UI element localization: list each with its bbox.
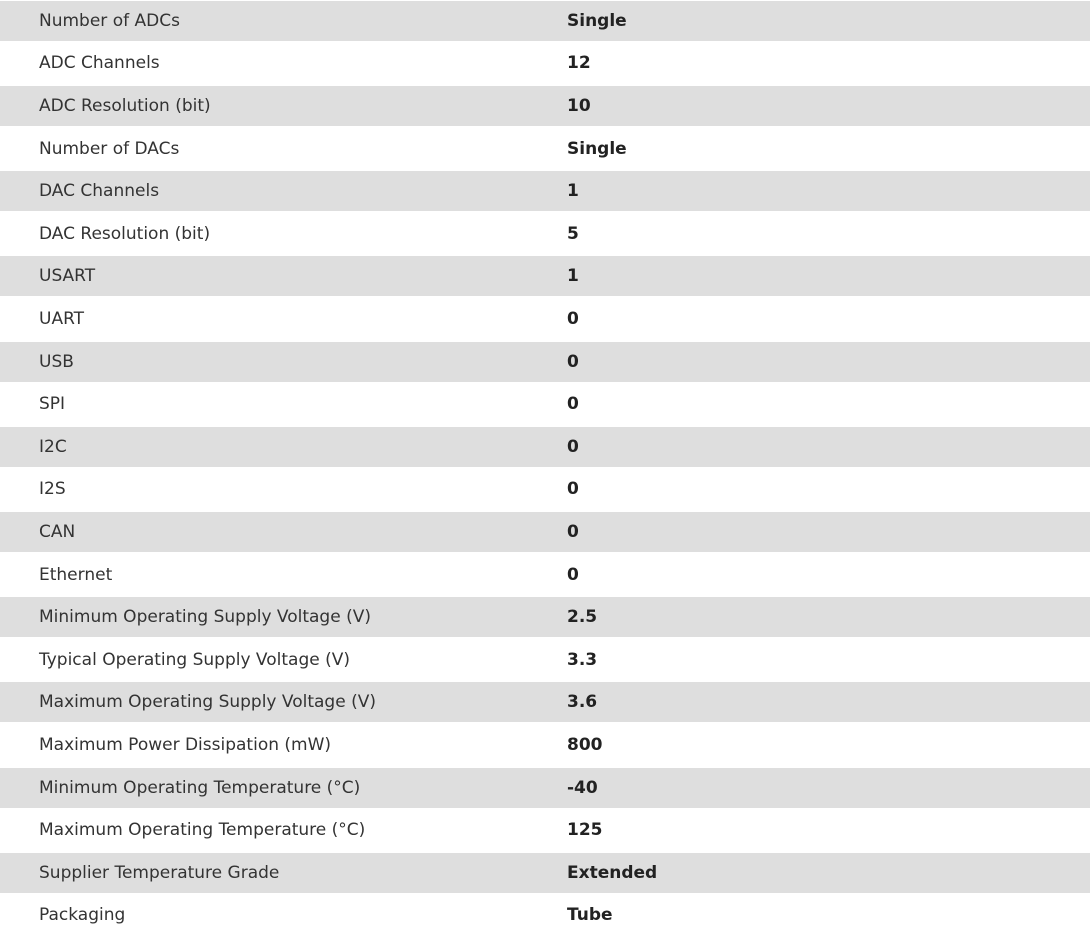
spec-row <box>0 1 1090 41</box>
spec-row <box>0 555 1090 595</box>
spec-label: Minimum Operating Supply Voltage (V) <box>39 607 371 627</box>
spec-row <box>0 512 1090 552</box>
spec-value: 0 <box>567 394 579 414</box>
spec-row <box>0 768 1090 808</box>
spec-row <box>0 810 1090 850</box>
spec-value: 0 <box>567 309 579 329</box>
spec-value: 12 <box>567 53 591 73</box>
spec-row <box>0 43 1090 83</box>
spec-label: Ethernet <box>39 565 113 585</box>
spec-label: SPI <box>39 394 66 414</box>
spec-label: USART <box>39 266 96 286</box>
spec-value: 2.5 <box>567 607 598 627</box>
spec-label: Maximum Operating Supply Voltage (V) <box>39 692 376 712</box>
spec-value: 0 <box>567 352 579 372</box>
spec-value: 0 <box>567 565 579 585</box>
spec-value: 1 <box>567 181 579 201</box>
spec-label: DAC Channels <box>39 181 160 201</box>
spec-row <box>0 682 1090 722</box>
spec-value: 0 <box>567 437 579 457</box>
spec-label: Maximum Power Dissipation (mW) <box>39 735 332 755</box>
spec-label: Number of DACs <box>39 139 180 159</box>
spec-row <box>0 214 1090 254</box>
spec-label: Maximum Operating Temperature (°C) <box>39 820 366 840</box>
spec-row <box>0 129 1090 169</box>
spec-value: Single <box>567 139 627 159</box>
spec-value: Extended <box>567 863 658 883</box>
spec-label: I2C <box>39 437 67 457</box>
spec-row <box>0 171 1090 211</box>
spec-label: ADC Channels <box>39 53 160 73</box>
spec-value: 125 <box>567 820 603 840</box>
spec-row <box>0 895 1090 935</box>
spec-row <box>0 342 1090 382</box>
spec-row <box>0 427 1090 467</box>
spec-value: 1 <box>567 266 579 286</box>
spec-row <box>0 384 1090 424</box>
spec-value: 0 <box>567 522 579 542</box>
spec-value: 3.3 <box>567 650 598 670</box>
spec-value: 800 <box>567 735 603 755</box>
spec-row <box>0 256 1090 296</box>
spec-value: 0 <box>567 479 579 499</box>
spec-value: 3.6 <box>567 692 598 712</box>
spec-label: UART <box>39 309 85 329</box>
spec-value: -40 <box>567 778 598 798</box>
spec-label: I2S <box>39 479 66 499</box>
spec-label: Number of ADCs <box>39 11 180 31</box>
spec-label: Typical Operating Supply Voltage (V) <box>39 650 350 670</box>
spec-row <box>0 640 1090 680</box>
spec-label: Packaging <box>39 905 126 925</box>
spec-label: Supplier Temperature Grade <box>39 863 280 883</box>
spec-label: USB <box>39 352 74 372</box>
spec-row <box>0 86 1090 126</box>
spec-row <box>0 597 1090 637</box>
spec-value: 10 <box>567 96 591 116</box>
spec-row <box>0 853 1090 893</box>
spec-value: 5 <box>567 224 579 244</box>
spec-label: ADC Resolution (bit) <box>39 96 211 116</box>
spec-row <box>0 299 1090 339</box>
spec-label: DAC Resolution (bit) <box>39 224 211 244</box>
spec-row <box>0 469 1090 509</box>
spec-row <box>0 725 1090 765</box>
spec-label: Minimum Operating Temperature (°C) <box>39 778 361 798</box>
spec-value: Tube <box>567 905 613 925</box>
spec-value: Single <box>567 11 627 31</box>
spec-label: CAN <box>39 522 76 542</box>
